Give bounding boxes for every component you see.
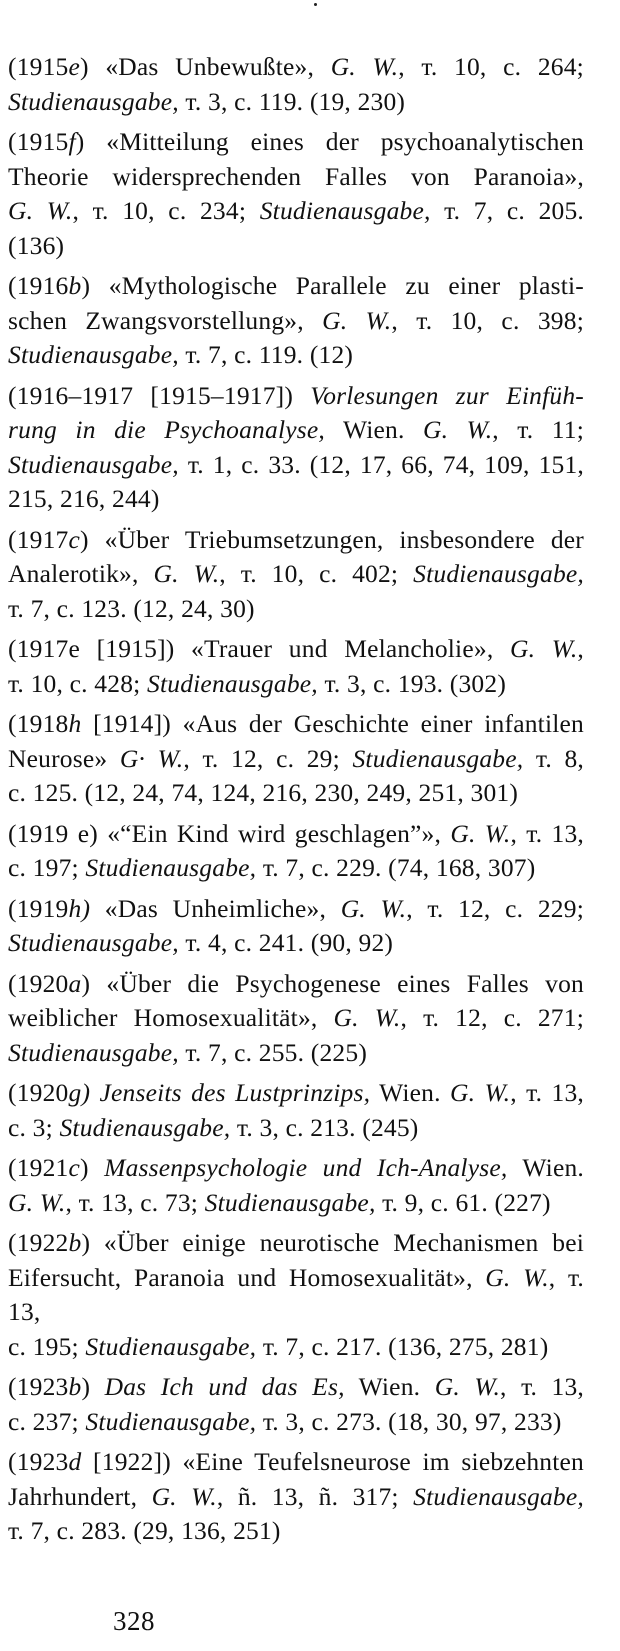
bibliography-entry	[8, 1151, 584, 1220]
text: с. 3;	[8, 1112, 60, 1142]
italic-text: G. W.	[322, 305, 392, 335]
text: т. 7, с. 205.	[430, 196, 584, 225]
entry-line	[8, 776, 584, 811]
italic-text: G. W.	[485, 1262, 549, 1292]
bibliography-entry	[8, 707, 584, 811]
text: Eifersucht, Paranoia und Homosexualität»,	[8, 1262, 486, 1292]
entry-line	[8, 1445, 584, 1480]
italic-text: Studienausgabe,	[8, 928, 179, 957]
text: , т. 13, с. 73;	[65, 1187, 205, 1217]
text: с. 237;	[8, 1406, 86, 1436]
entry-line	[8, 1076, 584, 1111]
entry-line	[8, 632, 584, 667]
italic-text: Studienausgabe,	[85, 1406, 257, 1436]
italic-text: Studienausgabe,	[85, 1331, 257, 1361]
speck-mark	[314, 3, 317, 6]
italic-text: Studienausgabe,	[352, 743, 524, 773]
entry-line	[8, 523, 584, 558]
entry-line	[8, 926, 584, 961]
bibliography-entry	[8, 379, 584, 517]
text: Wien.	[507, 1153, 584, 1182]
italic-text: a	[68, 968, 82, 998]
text: (1920	[8, 968, 69, 998]
text: Wien.	[324, 415, 423, 444]
text: (1923	[8, 1372, 69, 1401]
text: , т. 12, с. 229;	[406, 893, 584, 923]
text: т. 3, с. 273. (18, 30, 97, 233)	[256, 1406, 562, 1436]
text: (1919 e) «“Ein Kind wird geschlagen”»,	[8, 818, 451, 848]
bibliography-entry	[8, 1445, 584, 1549]
italic-text: Studienausgabe,	[85, 853, 257, 882]
text: т. 7, с. 123. (12, 24, 30)	[8, 593, 255, 623]
italic-text: G. W.	[340, 893, 407, 923]
entry-line	[8, 448, 584, 483]
italic-text: Das Ich und das Es,	[104, 1372, 345, 1401]
text: (1919	[8, 893, 69, 923]
entry-line	[8, 229, 584, 264]
bibliography-entry	[8, 1076, 584, 1145]
text: т. 10, с. 428;	[8, 668, 148, 698]
text: , т. 10, с. 264;	[398, 52, 584, 81]
page-number: 328	[113, 1606, 155, 1636]
text: (1916–1917 [1915–1917])	[8, 380, 311, 410]
text: Theorie widersprechenden Falles von Paranoia»,	[8, 161, 584, 191]
text: с. 197;	[8, 853, 86, 882]
italic-text: e	[68, 52, 81, 81]
text: (1923	[8, 1447, 69, 1476]
text: (1918	[8, 709, 69, 738]
italic-text: G. W.	[450, 1078, 511, 1107]
bibliography-entry	[8, 967, 584, 1071]
text: т. 3, с. 213. (245)	[230, 1112, 419, 1142]
text: т. 8,	[523, 743, 584, 773]
text: ) «Mitteilung eines der psychoanalytischen	[75, 127, 584, 156]
italic-text: c	[68, 1153, 81, 1182]
entry-line	[8, 1151, 584, 1186]
bibliography-list	[8, 50, 584, 1555]
entry-line	[8, 1370, 584, 1405]
bibliography-entry	[8, 50, 584, 119]
entry-line	[8, 413, 584, 448]
italic-text: g) Jenseits des Lustprinzips,	[68, 1078, 371, 1107]
text: , ñ. 13, ñ. 317;	[216, 1481, 414, 1511]
bibliography-entry	[8, 632, 584, 701]
text: (1916	[8, 271, 69, 300]
text: (1921	[8, 1153, 69, 1182]
text: , т. 11;	[492, 415, 584, 444]
italic-text: f	[68, 127, 76, 156]
text: т. 1, с. 33. (12, 17, 66, 74, 109, 151,	[178, 449, 584, 479]
italic-text: Studienausgabe,	[8, 340, 179, 369]
text: , т. 10, с. 402;	[219, 559, 414, 588]
text: т. 7, с. 229. (74, 168, 307)	[256, 853, 536, 882]
entry-line	[8, 851, 584, 886]
italic-text: G. W.	[8, 196, 73, 225]
italic-text: b	[68, 271, 82, 300]
text: )	[80, 1153, 105, 1182]
entry-line	[8, 1226, 584, 1261]
italic-text: G· W.	[119, 743, 184, 773]
text: т. 3, с. 119. (19, 230)	[178, 86, 406, 116]
entry-line	[8, 1111, 584, 1146]
italic-text: rung in die Psychoanalyse,	[8, 415, 325, 444]
entry-line	[8, 1261, 584, 1330]
entry-line	[8, 1514, 584, 1549]
bibliography-entry	[8, 269, 584, 373]
entry-line	[8, 1330, 584, 1365]
text: weiblicher Homosexualität»,	[8, 1003, 334, 1032]
entry-line	[8, 742, 584, 777]
text: ) «Mythologische Parallele zu einer plasti-	[81, 271, 584, 300]
italic-text: G. W.	[330, 52, 399, 81]
italic-text: Studienausgabe,	[259, 196, 431, 225]
text: (1915	[8, 127, 69, 156]
text: , т. 10, с. 234;	[72, 196, 260, 225]
entry-line	[8, 967, 584, 1002]
italic-text: Massenpsychologie und Ich-Analyse,	[104, 1153, 508, 1182]
text: «Das Unheimliche»,	[90, 893, 341, 923]
bibliography-entry	[8, 892, 584, 961]
text: ) «Das Unbewußte»,	[80, 52, 331, 81]
italic-text: Studienausgabe,	[204, 1187, 376, 1217]
entry-line	[8, 1036, 584, 1071]
text: т. 9, с. 61. (227)	[375, 1187, 551, 1217]
bibliography-entry	[8, 1370, 584, 1439]
text: (1922	[8, 1228, 69, 1257]
italic-text: b	[68, 1228, 82, 1257]
text: ,	[577, 634, 584, 663]
text: ) «Über einige neurotische Mechanismen bei	[81, 1228, 584, 1257]
italic-text: G. W.	[151, 1481, 217, 1511]
text: , т. 12, с. 271;	[400, 1003, 584, 1032]
text: 215, 216, 244)	[8, 484, 160, 513]
text: т. 7, с. 255. (225)	[178, 1037, 368, 1067]
italic-text: Studienausgabe,	[8, 1037, 179, 1067]
bibliography-entry	[8, 125, 584, 263]
text: (1920	[8, 1078, 69, 1107]
entry-line	[8, 194, 584, 229]
text: , т. 13,	[8, 1262, 584, 1326]
italic-text: d	[68, 1447, 82, 1476]
bibliography-entry	[8, 523, 584, 627]
text: , т. 10, с. 398;	[391, 305, 584, 335]
text: ) «Über Triebumsetzungen, insbesondere der	[80, 524, 584, 554]
bibliography-entry	[8, 1226, 584, 1364]
text: с. 125. (12, 24, 74, 124, 216, 230, 249, 251, 301)	[8, 778, 519, 807]
italic-text: h)	[68, 893, 91, 923]
entry-line	[8, 1186, 584, 1221]
text: т. 7, с. 217. (136, 275, 281)	[256, 1331, 549, 1361]
italic-text: Studienausgabe,	[8, 449, 179, 479]
text: Jahrhundert,	[8, 1481, 152, 1511]
entry-line	[8, 557, 584, 592]
italic-text: G. W.	[434, 1372, 501, 1401]
text: т. 7, с. 119. (12)	[178, 340, 354, 369]
text: т. 7, с. 283. (29, 136, 251)	[8, 1516, 281, 1545]
text: (1917	[8, 524, 69, 554]
text: (136)	[8, 230, 65, 260]
entry-line	[8, 1480, 584, 1515]
text: т. 3, с. 193. (302)	[317, 668, 507, 698]
italic-text: G. W.	[153, 559, 220, 588]
entry-line	[8, 160, 584, 195]
text: , т. 13,	[510, 818, 584, 848]
italic-text: Studienausgabe,	[147, 668, 318, 698]
text: Wien.	[344, 1372, 435, 1401]
entry-line	[8, 592, 584, 627]
entry-line	[8, 707, 584, 742]
entry-line	[8, 125, 584, 160]
italic-text: G. W.	[450, 818, 511, 848]
text: т. 4, с. 241. (90, 92)	[178, 928, 394, 957]
text: (1917e [1915]) «Trauer und Melancholie»,	[8, 634, 510, 663]
text: Analerotik»,	[8, 559, 154, 588]
italic-text: G. W.	[422, 415, 493, 444]
entry-line	[8, 50, 584, 85]
text: , т. 12, с. 29;	[183, 743, 353, 773]
text: , т. 13,	[500, 1372, 585, 1401]
entry-line	[8, 1405, 584, 1440]
entry-line	[8, 817, 584, 852]
text: [1922]) «Eine Teufelsneurose im siebzehnten	[81, 1447, 584, 1476]
italic-text: h	[68, 709, 82, 738]
italic-text: c	[68, 524, 81, 554]
text: Wien.	[370, 1078, 451, 1107]
italic-text: Studienausgabe,	[413, 559, 584, 588]
text: ) «Über die Psychogenese eines Falles von	[81, 968, 584, 998]
entry-line	[8, 482, 584, 517]
italic-text: Vorlesungen zur Einfüh-	[310, 380, 584, 410]
text: (1915	[8, 52, 69, 81]
entry-line	[8, 269, 584, 304]
italic-text: Studienausgabe,	[413, 1481, 584, 1511]
text: , т. 13,	[510, 1078, 584, 1107]
entry-line	[8, 892, 584, 927]
text: Neurose»	[8, 743, 120, 773]
entry-line	[8, 1001, 584, 1036]
italic-text: G. W.	[8, 1187, 66, 1217]
text: с. 195;	[8, 1331, 86, 1361]
entry-line	[8, 338, 584, 373]
bibliography-entry	[8, 817, 584, 886]
text: [1914]) «Aus der Geschichte einer infantilen	[81, 709, 584, 738]
italic-text: G. W.	[333, 1003, 401, 1032]
entry-line	[8, 379, 584, 414]
entry-line	[8, 85, 584, 120]
italic-text: Studienausgabe,	[8, 86, 179, 116]
text: schen Zwangsvorstellung»,	[8, 305, 323, 335]
italic-text: Studienausgabe,	[59, 1112, 231, 1142]
text: )	[81, 1372, 105, 1401]
italic-text: G. W.	[509, 634, 578, 663]
entry-line	[8, 667, 584, 702]
italic-text: b	[68, 1372, 82, 1401]
entry-line	[8, 304, 584, 339]
